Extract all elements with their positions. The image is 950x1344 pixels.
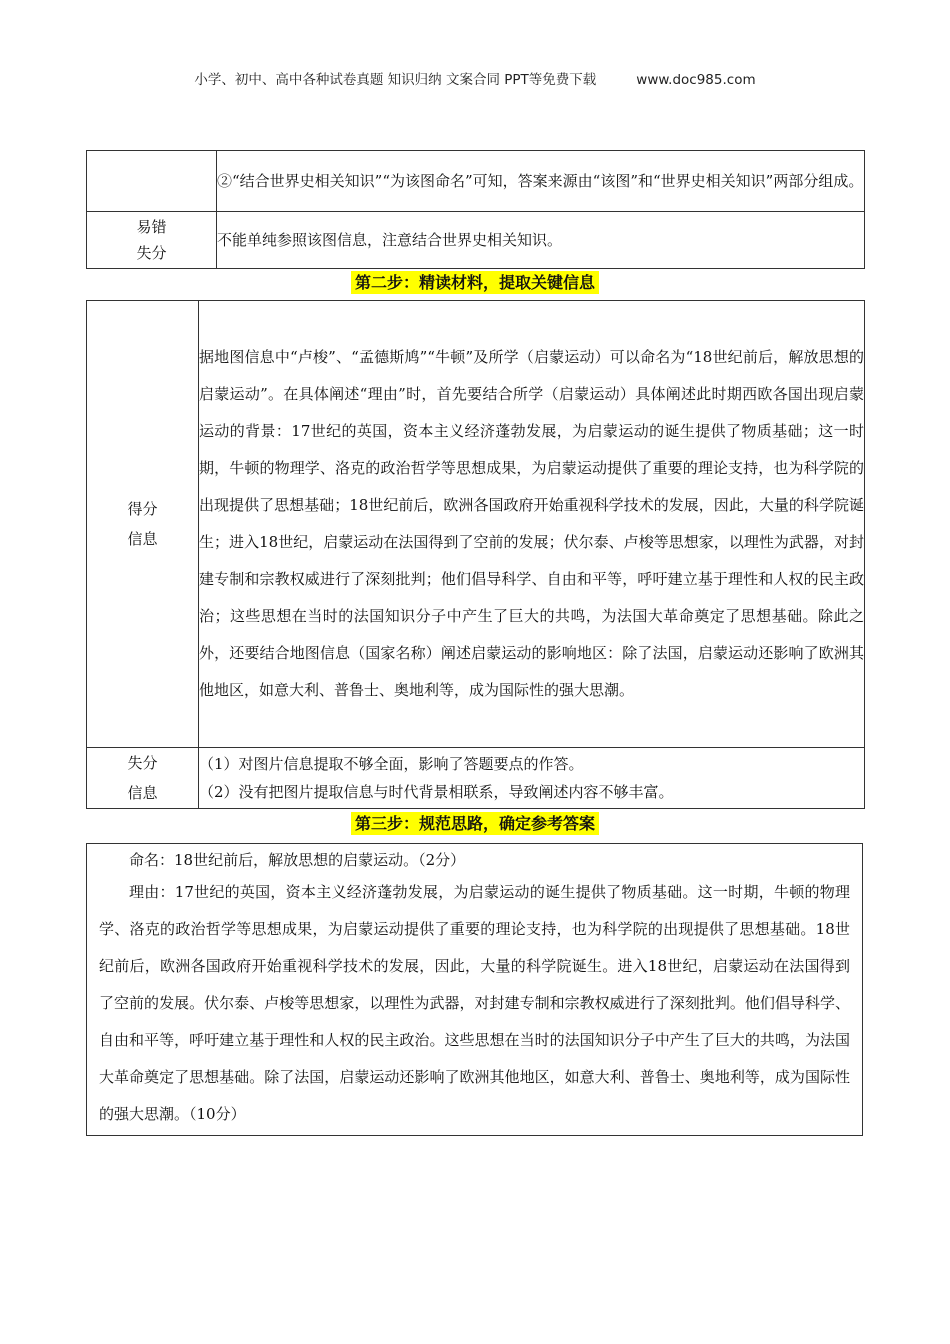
analysis-text: ②“结合世界史相关知识”“为该图命名”可知，答案来源由“该图”和“世界史相关知识”两部分组成。 <box>217 151 865 212</box>
reference-answer-box <box>86 843 863 1136</box>
error-table <box>86 150 865 269</box>
step3-heading <box>0 811 950 834</box>
page-header <box>0 68 950 88</box>
header-text: 小学、初中、高中各种试卷真题 知识归纳 文案合同 PPT等免费下载 <box>194 72 597 88</box>
score-label-line1: 得分 <box>127 500 158 518</box>
answer-reason: 理由：17世纪的英国，资本主义经济蓬勃发展，为启蒙运动的诞生提供了物质基础。这一时期，牛顿的物理学、洛克的政治哲学等思想成果，为启蒙运动提供了重要的理论支持，也为科学院的出现提供了思想基础。18世纪前后，欧洲各国政府开始重视科学技术的发展，因此，大量的科学院诞生。进入18世纪，启蒙运动在法国得到了空前的发展。伏尔泰、卢梭等思想家，以理性为武器，对封建专制和宗教权威进行了深刻批判。他们倡导科学、自由和平等，呼吁建立基于理性和人权的民主政治。这些思想在当时的法国知识分子中产生了巨大的共鸣，为法国大革命奠定了思想基础。除了法国，启蒙运动还影响了欧洲其他地区，如意大利、普鲁士、奥地利等，成为国际性的强大思潮。（10分） <box>99 883 850 1123</box>
error-label-line1: 易错 <box>136 218 167 236</box>
loss-label-line1: 失分 <box>127 754 158 772</box>
loss-label <box>87 748 199 809</box>
error-label <box>87 212 217 269</box>
loss-item-1: （1）对图片信息提取不够全面，影响了答题要点的作答。 <box>199 755 584 773</box>
score-text: 据地图信息中“卢梭”、“孟德斯鸠”“牛顿”及所学（启蒙运动）可以命名为“18世纪前后，解放思想的启蒙运动”。在具体阐述“理由”时，首先要结合所学（启蒙运动）具体阐述此时期西欧各国出现启蒙运动的背景：17世纪的英国，资本主义经济蓬勃发展，为启蒙运动的诞生提供了物质基础；这一时期，牛顿的物理学、洛克的政治哲学等思想成果，为启蒙运动提供了重要的理论支持，也为科学院的出现提供了思想基础；18世纪前后，欧洲各国政府开始重视科学技术的发展，因此，大量的科学院诞生；进入18世纪，启蒙运动在法国得到了空前的发展；伏尔泰、卢梭等思想家，以理性为武器，对封建专制和宗教权威进行了深刻批判；他们倡导科学、自由和平等，呼吁建立基于理性和人权的民主政治；这些思想在当时的法国知识分子中产生了巨大的共鸣，为法国大革命奠定了思想基础。除此之外，还要结合地图信息（国家名称）阐述启蒙运动的影响地区：除了法国，启蒙运动还影响了欧洲其他地区，如意大利、普鲁士、奥地利等，成为国际性的强大思潮。 <box>199 301 865 748</box>
loss-label-line2: 信息 <box>127 784 158 802</box>
step2-table <box>86 300 865 809</box>
answer-naming: 命名：18世纪前后，解放思想的启蒙运动。（2分） <box>129 851 466 869</box>
error-text: 不能单纯参照该图信息，注意结合世界史相关知识。 <box>217 212 865 269</box>
step3-heading-text: 第三步：规范思路，确定参考答案 <box>351 812 599 835</box>
score-label-line2: 信息 <box>127 530 158 548</box>
step2-heading-text: 第二步：精读材料，提取关键信息 <box>351 271 599 294</box>
error-label-line2: 失分 <box>136 244 167 262</box>
header-url[interactable]: www.doc985.com <box>636 72 756 88</box>
score-label <box>87 301 199 748</box>
empty-label-cell <box>87 151 217 212</box>
loss-text <box>199 748 865 809</box>
loss-item-2: （2）没有把图片提取信息与时代背景相联系，导致阐述内容不够丰富。 <box>199 783 674 801</box>
step2-heading <box>0 270 950 293</box>
